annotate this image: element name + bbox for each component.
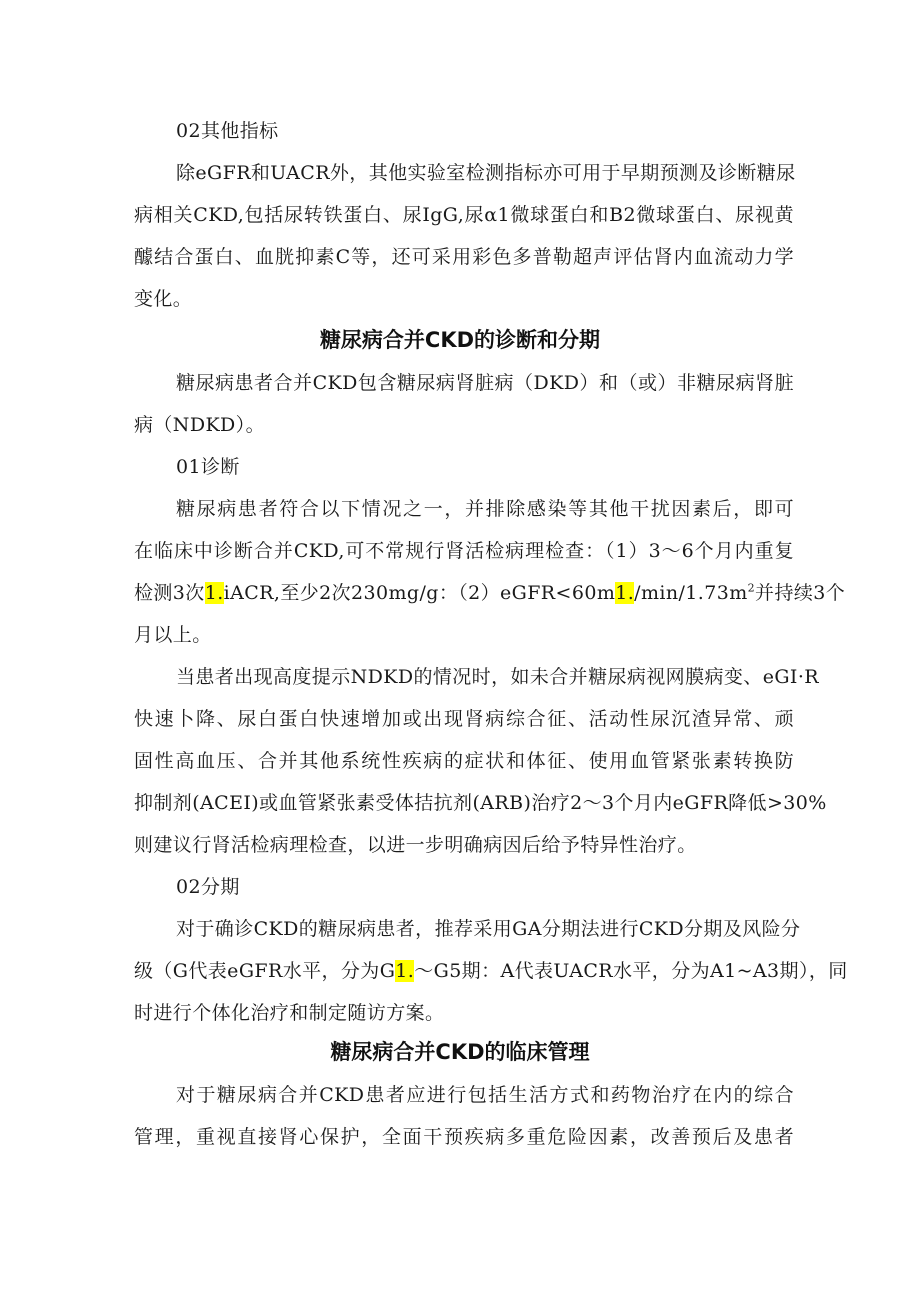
paragraph-line: 对于确诊CKD的糖尿病患者，推荐采用GA分期法进行CKD分期及风险分 — [176, 918, 801, 940]
text-run: 检测3次 — [134, 582, 205, 604]
section-heading-diagnosis: 糖尿病合并CKD的诊断和分期 — [319, 328, 601, 352]
text-run: ～G5期：A代表UACR水平，分为A1~A3期），同 — [414, 960, 848, 982]
subsection-title-other-indicators: 02其他指标 — [176, 120, 279, 142]
section-heading-management: 糖尿病合并CKD的临床管理 — [330, 1040, 590, 1064]
paragraph-line: 固性高血压、合并其他系统性疾病的症状和体征、使用血管紧张素转换防 — [134, 750, 794, 772]
paragraph-line: 对于糖尿病合并CKD患者应进行包括生活方式和药物治疗在内的综合 — [176, 1084, 794, 1106]
paragraph-line-with-highlights — [134, 581, 846, 605]
paragraph-line: 抑制剂(ACEI)或血管紧张素受体拮抗剂(ARB)治疗2～3个月内eGFR降低>30% — [134, 792, 827, 814]
paragraph-line: 除eGFR和UACR外，其他实验室检测指标亦可用于早期预测及诊断糖尿 — [176, 162, 796, 184]
highlighted-text: 1. — [395, 960, 415, 982]
paragraph-line: 病相关CKD,包括尿转铁蛋白、尿IgG,尿α1微球蛋白和B2微球蛋白、尿视黄 — [134, 204, 794, 226]
text-run: /min/1.73m — [634, 582, 748, 604]
paragraph-line: 则建议行肾活检病理检查，以进一步明确病因后给予特异性治疗。 — [134, 834, 697, 856]
paragraph-line: 月以上。 — [134, 624, 212, 646]
paragraph-line: 在临床中诊断合并CKD,可不常规行肾活检病理检查：（1）3～6个月内重复 — [134, 540, 794, 562]
paragraph-line: 变化。 — [134, 288, 193, 310]
paragraph-line: 管理，重视直接肾心保护，全面干预疾病多重危险因素，改善预后及患者 — [134, 1126, 794, 1148]
subsection-title-diagnosis: 01诊断 — [176, 456, 240, 478]
paragraph-line-with-highlights — [134, 959, 848, 983]
text-run: 级（G代表eGFR水平，分为G — [134, 960, 396, 982]
text-run: iACR,至少2次230mg/g：（2）eGFR<60m — [223, 582, 616, 604]
paragraph-line: 快速卜降、尿白蛋白快速增加或出现肾病综合征、活动性尿沉渣异常、顽 — [134, 708, 794, 730]
paragraph-line: 时进行个体化治疗和制定随访方案。 — [134, 1002, 445, 1024]
paragraph-line: 糖尿病患者合并CKD包含糖尿病肾脏病（DKD）和（或）非糖尿病肾脏 — [176, 372, 794, 394]
highlighted-text: 1. — [615, 582, 635, 604]
text-run: 并持续3个 — [755, 582, 846, 604]
highlighted-text: 1. — [204, 582, 224, 604]
paragraph-line: 糖尿病患者符合以下情况之一，并排除感染等其他干扰因素后，即可 — [176, 498, 794, 520]
paragraph-line: 当患者出现高度提示NDKD的情况时，如未合并糖尿病视网膜病变、eGI·R — [176, 666, 819, 688]
subsection-title-staging: 02分期 — [176, 876, 240, 898]
paragraph-line: 病（NDKD）。 — [134, 414, 265, 436]
paragraph-line: 醵结合蛋白、血胱抑素C等，还可采用彩色多普勒超声评估肾内血流动力学 — [134, 246, 794, 268]
superscript: 2 — [747, 581, 756, 595]
